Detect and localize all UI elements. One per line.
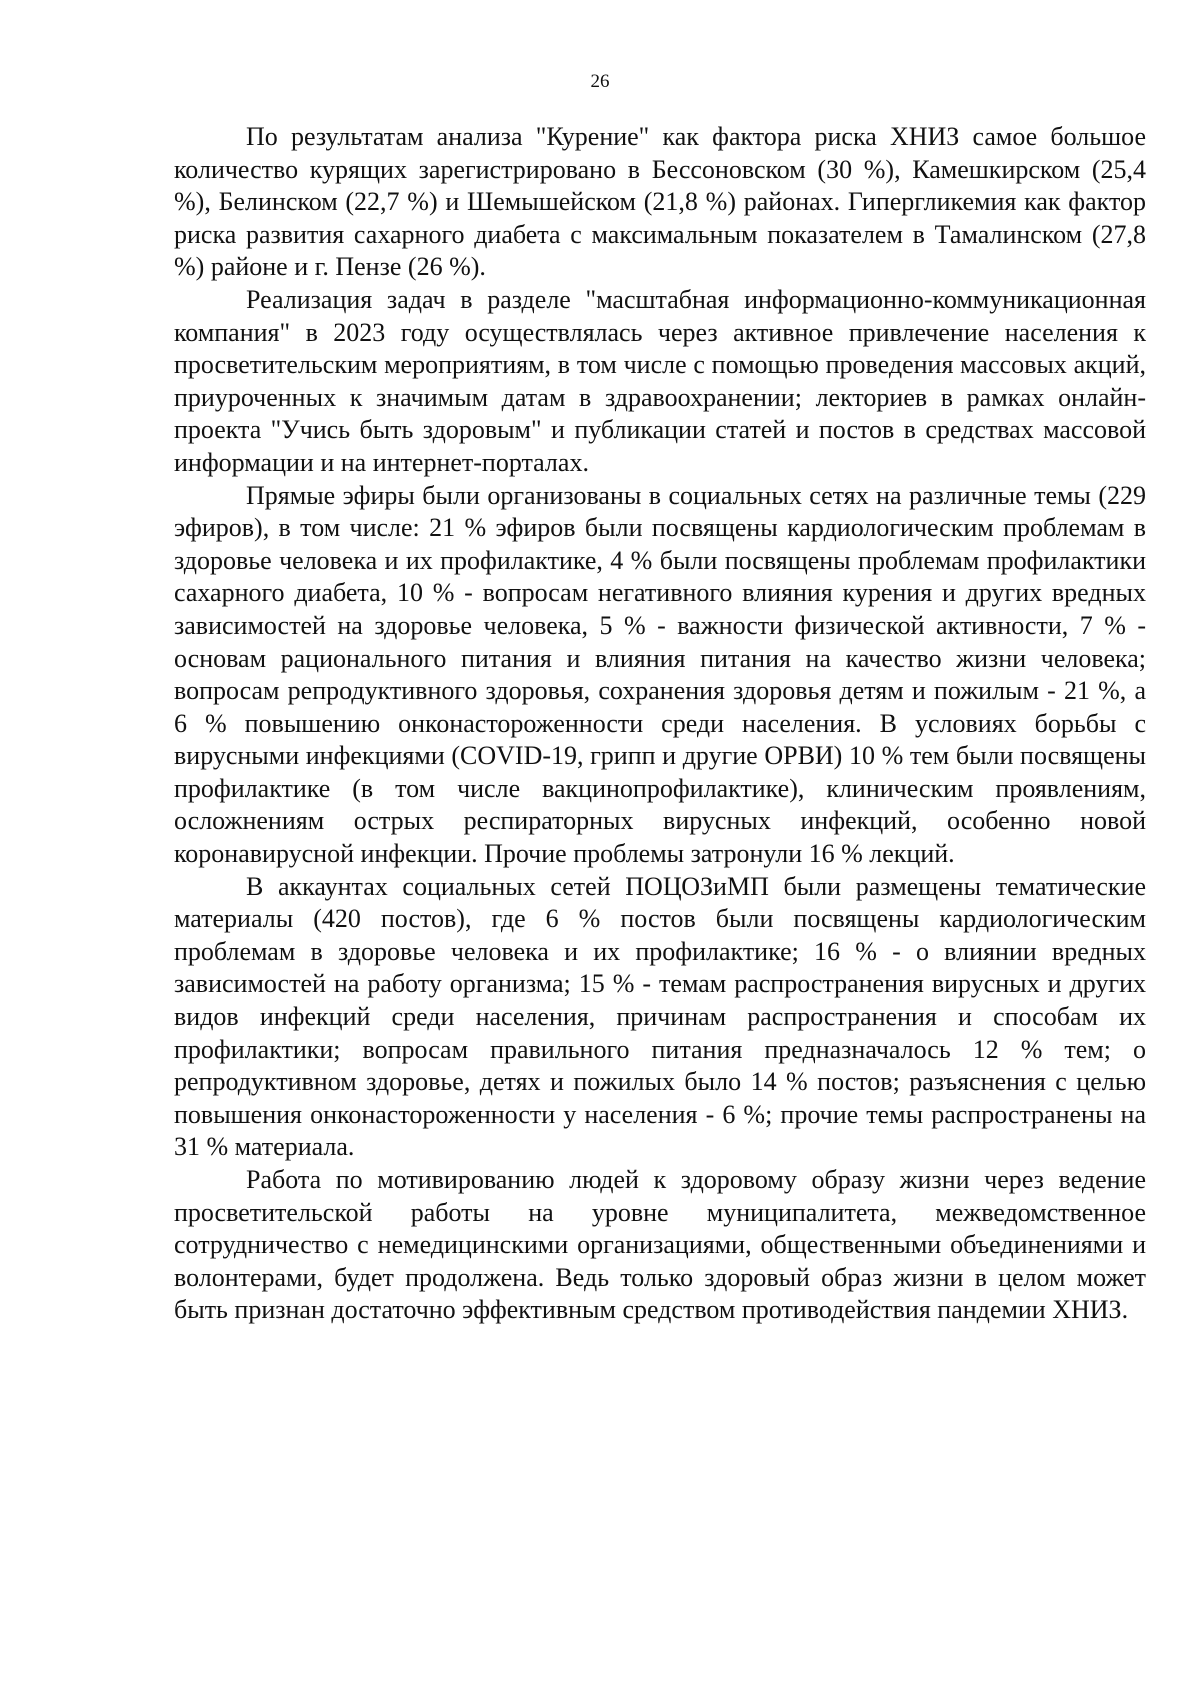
document-body bbox=[174, 121, 1146, 1327]
paragraph-healthy-lifestyle-work: Работа по мотивированию людей к здоровому образу жизни через ведение просветительской работы на уровне муниципалитета, межведомственное сотрудничество с немедицинскими организациями, общественными объединениями и волонтерами, будет продолжена. Ведь только здоровый образ жизни в целом может быть признан достаточно эффективным средством противодействия пандемии ХНИЗ. bbox=[174, 1165, 1146, 1325]
paragraph-information-campaign: Реализация задач в разделе "масштабная информационно-коммуникационная компания" в 2023 году осуществлялась через активное привлечение населения к просветительским мероприятиям, в том числе с помощью проведения массовых акций, приуроченных к значимым датам в здравоохранении; лекториев в рамках онлайн-проекта "Учись быть здоровым" и публикации статей и постов в средствах массовой информации и на интернет-порталах. bbox=[174, 284, 1146, 477]
paragraph-smoking-risk-factor: По результатам анализа "Курение" как фактора риска ХНИЗ самое большое количество курящих зарегистрировано в Бессоновском (30 %), Камешкирском (25,4 %), Белинском (22,7 %) и Шемышейском (21,8 %) районах. Гипергликемия как фактор риска развития сахарного диабета с максимальным показателем в Тамалинском (27,8 %) районе и г. Пензе (26 %). bbox=[174, 122, 1146, 282]
page-number: 26 bbox=[590, 71, 610, 92]
paragraph-social-media-posts: В аккаунтах социальных сетей ПОЦОЗиМП были размещены тематические материалы (420 постов), где 6 % постов были посвящены кардиологическим проблемам в здоровье человека и их профилактике; 16 % - о влиянии вредных зависимостей на работу организма; 15 % - темам распространения вирусных и других видов инфекций среди населения, причинам распространения и способам их профилактики; вопросам правильного питания предназначалось 12 % тем; о репродуктивном здоровье, детях и пожилых было 14 % постов; разъяснения с целью повышения онконастороженности у населения - 6 %; прочие темы распространены на 31 % материала. bbox=[174, 871, 1146, 1162]
paragraph-live-broadcasts: Прямые эфиры были организованы в социальных сетях на различные темы (229 эфиров), в том числе: 21 % эфиров были посвящены кардиологическим проблемам в здоровье человека и их профилактике, 4 % были посвящены проблемам профилактики сахарного диабета, 10 % - вопросам негативного влияния курения и других вредных зависимостей на здоровье человека, 5 % - важности физической активности, 7 % - основам рационального питания и влияния питания на качество жизни человека; вопросам репродуктивного здоровья, сохранения здоровья детям и пожилым - 21 %, а 6 % повышению онконастороженности среди населения. В условиях борьбы с вирусными инфекциями (COVID-19, грипп и другие ОРВИ) 10 % тем были посвящены профилактике (в том числе вакцинопрофилактике), клиническим проявлениям, осложнениям острых респираторных вирусных инфекций, особенно новой коронавирусной инфекции. Прочие проблемы затронули 16 % лекций. bbox=[174, 480, 1146, 869]
